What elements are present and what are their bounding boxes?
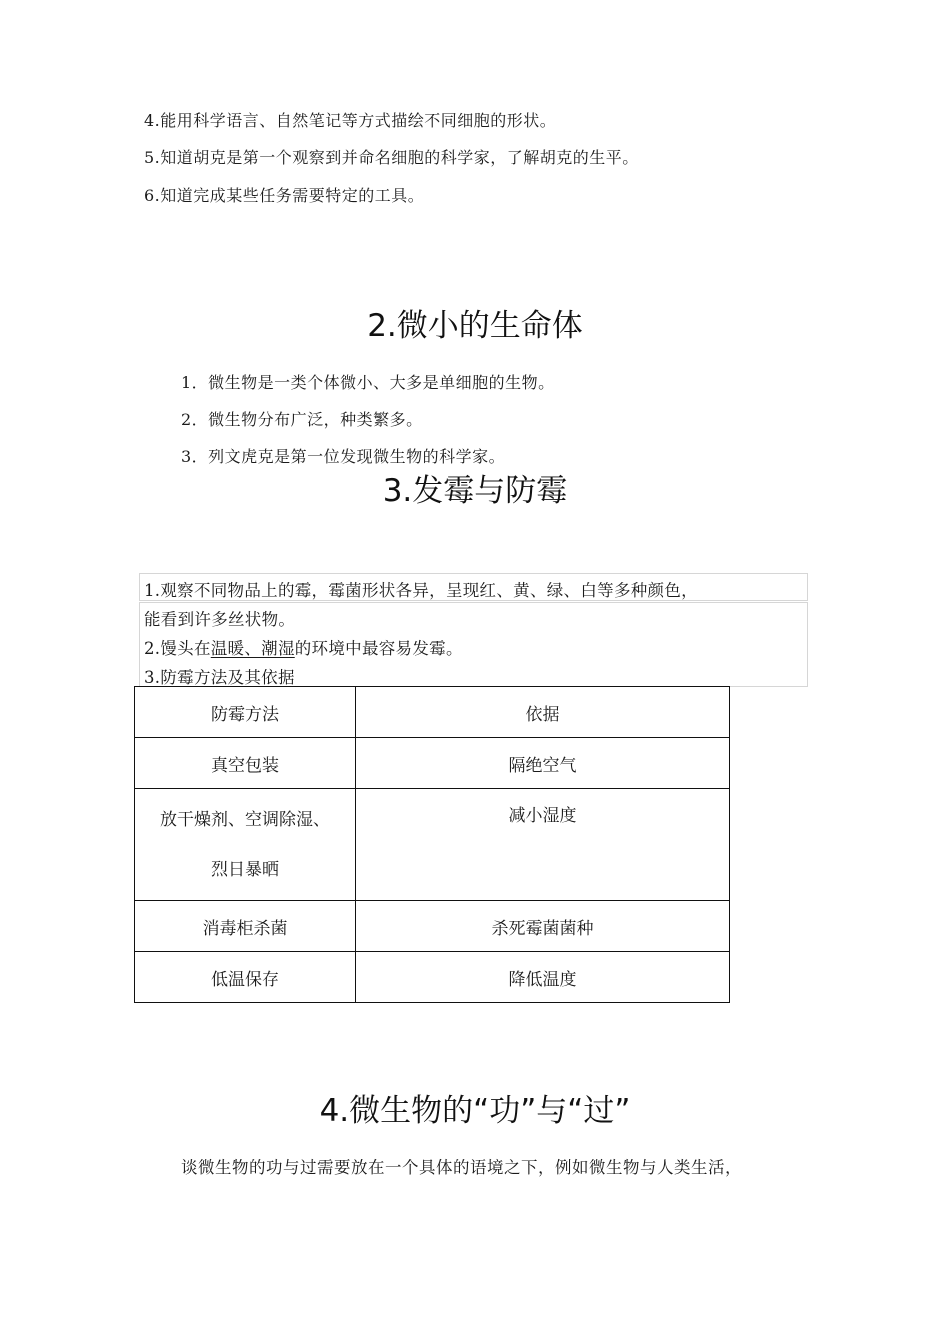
section-4-paragraph: 谈微生物的功与过需要放在一个具体的语境之下，例如微生物与人类生活， [181,1158,742,1177]
mold-point-2-prefix: 2.馒头在 [144,639,211,658]
objective-item-6: 6.知道完成某些任务需要特定的工具。 [144,186,425,205]
table-cell-basis: 隔绝空气 [356,738,730,789]
table-header-row [135,687,730,738]
section-2-item-3: 3．列文虎克是第一位发现微生物的科学家。 [181,447,506,466]
table-header-method: 防霉方法 [135,687,356,738]
mold-point-1-line-2: 能看到许多丝状物。 [144,610,296,629]
section-2-title: 2.微小的生命体 [367,308,583,344]
objective-item-4: 4.能用科学语言、自然笔记等方式描绘不同细胞的形状。 [144,111,557,130]
table-cell-method [135,789,356,901]
mold-point-3: 3.防霉方法及其依据 [144,668,295,687]
table-cell-basis: 降低温度 [356,952,730,1003]
table-row [135,738,730,789]
section-2-item-1: 1．微生物是一类个体微小、大多是单细胞的生物。 [181,373,555,392]
mold-point-2-suffix: 的环境中最容易发霉。 [294,639,463,658]
table-header-basis: 依据 [356,687,730,738]
section-4-title: 4.微生物的“功”与“过” [319,1093,631,1129]
table-cell-basis: 杀死霉菌菌种 [356,901,730,952]
mold-point-1-line-1: 1.观察不同物品上的霉，霉菌形状各异，呈现红、黄、绿、白等多种颜色， [144,581,698,600]
table-row [135,789,730,901]
mold-prevention-table [134,686,730,1003]
section-2-item-2: 2．微生物分布广泛，种类繁多。 [181,410,423,429]
table-cell-method-line-1: 放干燥剂、空调除湿、 [160,809,330,830]
table-cell-method: 低温保存 [135,952,356,1003]
table-cell-method: 消毒柜杀菌 [135,901,356,952]
objective-item-5: 5.知道胡克是第一个观察到并命名细胞的科学家，了解胡克的生平。 [144,148,639,167]
table-row [135,901,730,952]
mold-point-2 [144,635,463,659]
table-row [135,952,730,1003]
mold-point-2-condition: 温暖、潮湿 [210,639,295,658]
section-3-title: 3.发霉与防霉 [382,473,568,509]
table-cell-method: 真空包装 [135,738,356,789]
table-cell-method-line-2: 烈日暴晒 [211,859,279,880]
table-cell-basis: 减小湿度 [356,789,730,901]
